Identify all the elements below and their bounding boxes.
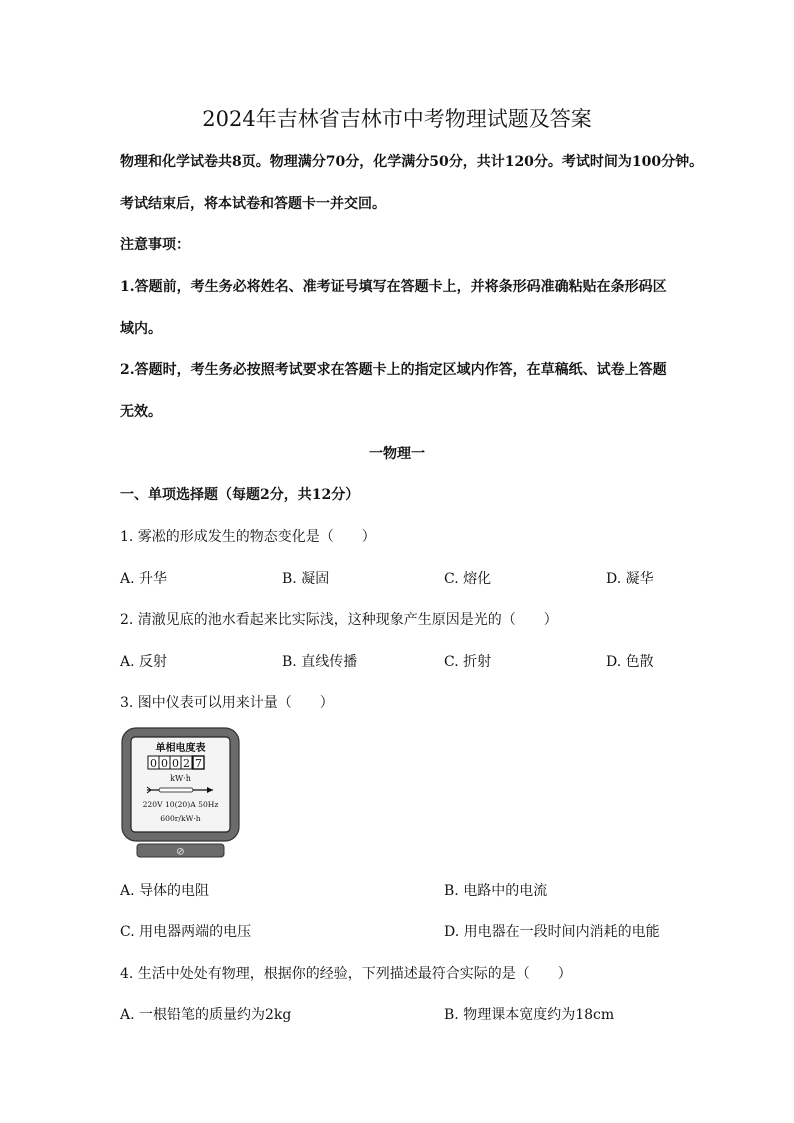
question-3-option-d: D. 用电器在一段时间内消耗的电能	[444, 924, 660, 940]
meter-unit: kW·h	[170, 774, 191, 783]
question-2-stem: 2. 清澈见底的池水看起来比实际浅，这种现象产生原因是光的（ ）	[120, 612, 558, 628]
meter-digit: 0	[161, 757, 168, 770]
question-3-option-a: A. 导体的电阻	[120, 883, 210, 899]
question-1-option-d: D. 凝华	[606, 571, 654, 587]
question-4-option-a: A. 一根铅笔的质量约为2kg	[120, 1007, 292, 1023]
question-2-option-c: C. 折射	[444, 654, 492, 670]
meter-decimal-digit: 7	[195, 757, 202, 770]
meter-digit-display	[148, 756, 204, 770]
intro-line-1: 物理和化学试卷共8页。物理满分70分，化学满分50分，共计120分。考试时间为100分钟。	[120, 154, 704, 170]
meter-digit: 2	[183, 757, 190, 770]
page-title: 2024年吉林省吉林市中考物理试题及答案	[202, 107, 592, 131]
intro-line-2: 考试结束后，将本试卷和答题卡一并交回。	[120, 196, 386, 212]
question-1-option-a: A. 升华	[120, 571, 168, 587]
question-4-stem: 4. 生活中处处有物理，根据你的经验，下列描述最符合实际的是（ ）	[120, 966, 572, 982]
subject-heading: 一物理一	[369, 446, 425, 462]
note-1-line-b: 域内。	[120, 321, 162, 337]
meter-digit: 0	[150, 757, 157, 770]
rotor-disc	[159, 788, 193, 792]
question-1-stem: 1. 雾凇的形成发生的物态变化是（ ）	[120, 529, 376, 545]
meter-screw-icon: ⊘	[176, 846, 185, 858]
question-1-option-b: B. 凝固	[282, 571, 330, 587]
question-4-option-b: B. 物理课本宽度约为18cm	[444, 1007, 615, 1023]
question-3-option-c: C. 用电器两端的电压	[120, 924, 252, 940]
question-2-option-a: A. 反射	[120, 654, 168, 670]
meter-digit: 0	[172, 757, 179, 770]
question-2-option-d: D. 色散	[606, 654, 654, 670]
question-1-option-c: C. 熔化	[444, 571, 492, 587]
meter-spec: 220V 10(20)A 50Hz	[142, 800, 219, 809]
meter-title: 单相电度表	[155, 743, 206, 754]
note-2-line-b: 无效。	[120, 404, 162, 420]
notes-heading: 注意事项：	[120, 237, 190, 253]
question-3-stem: 3. 图中仪表可以用来计量（ ）	[120, 695, 334, 711]
electricity-meter-figure	[121, 727, 240, 858]
section-heading: 一、单项选择题（每题2分，共12分）	[120, 487, 360, 503]
meter-constant: 600r/kW·h	[160, 814, 201, 823]
question-2-option-b: B. 直线传播	[282, 654, 358, 670]
question-3-option-b: B. 电路中的电流	[444, 883, 548, 899]
note-1-line-a: 1.答题前，考生务必将姓名、准考证号填写在答题卡上，并将条形码准确粘贴在条形码区	[120, 279, 667, 295]
note-2-line-a: 2.答题时，考生务必按照考试要求在答题卡上的指定区域内作答，在草稿纸、试卷上答题	[120, 362, 667, 378]
